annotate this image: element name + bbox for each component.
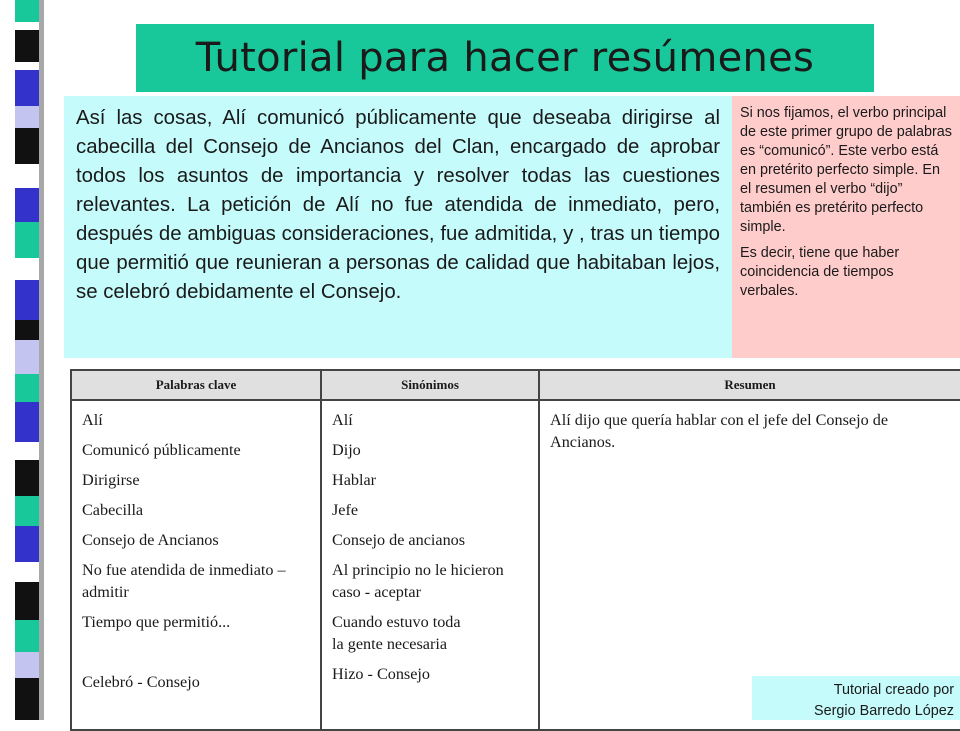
stripe-segment — [15, 128, 39, 164]
keyword-item: Cabecilla — [82, 501, 144, 519]
stripe-segment — [15, 258, 39, 280]
slide-title: Tutorial para hacer resúmenes — [195, 35, 815, 81]
keyword-item: Consejo de Ancianos — [82, 531, 219, 549]
synonyms-cell — [321, 400, 539, 730]
keyword-item: No fue atendida de inmediato – admitir — [82, 561, 286, 601]
explanation-note — [732, 96, 960, 358]
stripe-segment — [15, 30, 39, 62]
keyword-item: Celebró - Consejo — [82, 673, 200, 691]
stripe-segment — [15, 320, 39, 340]
keyword-item: Tiempo que permitió... — [82, 613, 231, 631]
stripe-segment — [15, 188, 39, 222]
synonym-item: Consejo de ancianos — [332, 531, 466, 549]
stripe-segment — [15, 402, 39, 442]
stripe-segment — [15, 442, 39, 460]
stripe-segment — [15, 562, 39, 582]
stripe-segment — [15, 62, 39, 70]
stripe-segment — [15, 340, 39, 374]
stripe-segment — [15, 280, 39, 320]
stripe-segment — [15, 582, 39, 620]
table-header-row — [71, 370, 960, 400]
keyword-item: Alí — [82, 411, 103, 429]
stripe-segment — [15, 164, 39, 188]
keyword-item: Dirigirse — [82, 471, 140, 489]
stripe-segment — [15, 70, 39, 106]
synonym-item: la gente necesaria — [332, 635, 448, 653]
synonym-item: Alí — [332, 411, 353, 429]
note-paragraph-1: Si nos fijamos, el verbo principal de este primer grupo de palabras es “comunicó”. Este verbo está en pretérito perfecto simple. En el resumen el verbo “dijo” también es pretérito perfecto simple. — [740, 105, 952, 235]
synonym-item: Cuando estuvo toda — [332, 613, 461, 631]
keywords-cell — [71, 400, 321, 730]
stripe-segment — [15, 496, 39, 526]
stripe-segment — [15, 620, 39, 652]
stripe-segment — [15, 106, 39, 128]
decorative-stripe — [0, 0, 46, 720]
source-passage — [64, 96, 732, 358]
stripe-segment — [15, 526, 39, 562]
stripe-segment — [15, 22, 39, 30]
note-paragraph-2: Es decir, tiene que haber coincidencia de tiempos verbales. — [740, 245, 900, 299]
stripe-segment — [15, 460, 39, 496]
passage-text: Así las cosas, Alí comunicó públicamente que deseaba dirigirse al cabecilla del Consejo de Ancianos del Clan, encargado de aprobar todos los asuntos de importancia y resolver todas las cuestiones relevantes. La petición de Alí no fue atendida de inmediato, pero, después de ambiguas consideraciones, fue admitida, y , tras un tiempo que permitió que reunieran a personas de calidad que habitaban lejos, se celebró debidamente el Consejo. — [76, 107, 720, 303]
synonym-item: Jefe — [332, 501, 359, 519]
stripe-segment — [15, 222, 39, 258]
header-summary: Resumen — [539, 370, 960, 400]
keyword-item: Comunicó públicamente — [82, 441, 241, 459]
stripe-segment — [15, 652, 39, 678]
header-synonyms: Sinónimos — [321, 370, 539, 400]
stripe-segment — [15, 678, 39, 720]
author-credit — [752, 676, 960, 720]
synonym-item: Dijo — [332, 441, 361, 459]
synonym-item: Al principio no le hicieron caso - aceptar — [332, 561, 504, 601]
header-keywords: Palabras clave — [71, 370, 321, 400]
credit-line-1: Tutorial creado por — [833, 682, 954, 698]
stripe-segment — [15, 0, 39, 22]
summary-text: Alí dijo que quería hablar con el jefe del Consejo de Ancianos. — [550, 411, 889, 451]
synonym-item: Hablar — [332, 471, 377, 489]
stripe-segment — [15, 374, 39, 402]
keyword-item — [82, 641, 310, 663]
credit-line-2: Sergio Barredo López — [814, 703, 954, 719]
title-banner — [136, 24, 874, 92]
synonym-item: Hizo - Consejo — [332, 665, 431, 683]
